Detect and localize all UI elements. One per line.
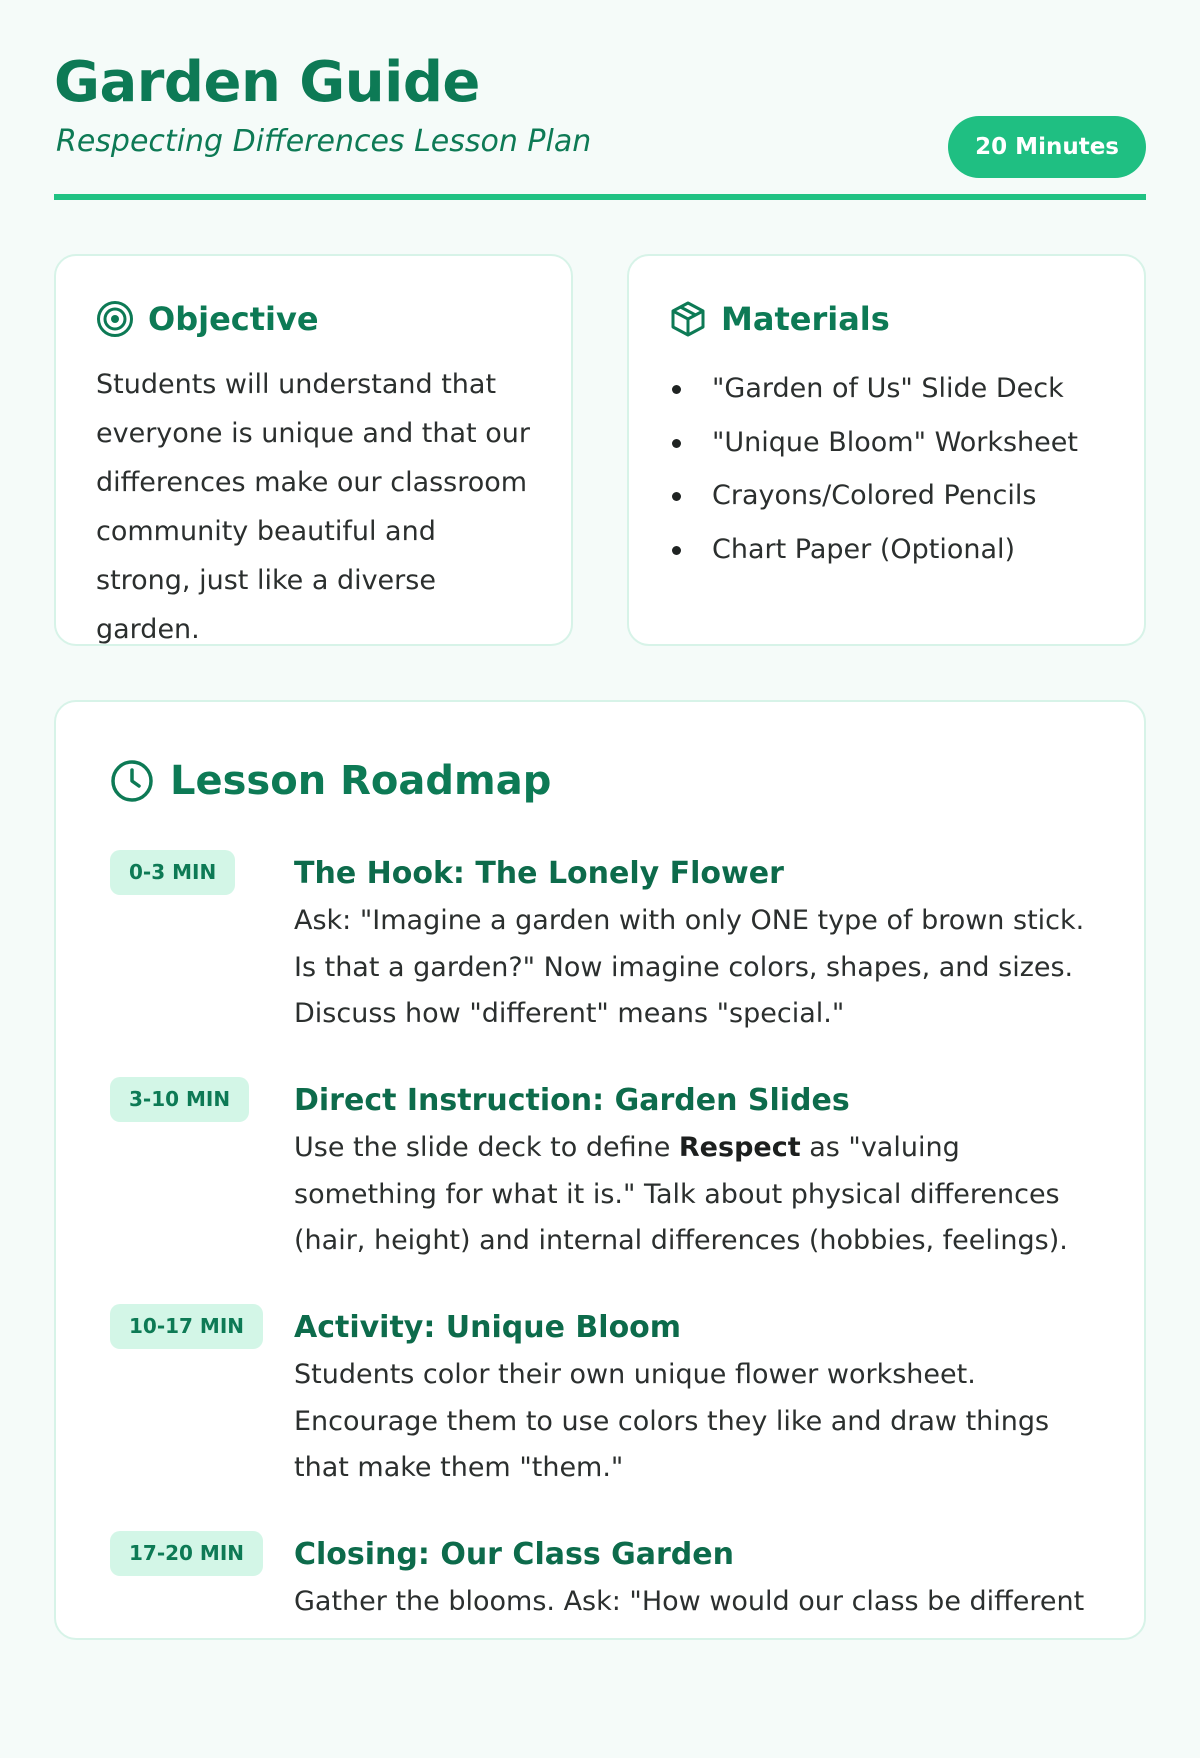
materials-item: Crayons/Colored Pencils <box>669 469 1078 523</box>
step-title: Direct Instruction: Garden Slides <box>294 1083 850 1118</box>
step-body <box>294 850 1094 1038</box>
page-title: Garden Guide <box>54 50 480 115</box>
clock-icon <box>110 759 154 803</box>
step-description <box>294 1125 1094 1265</box>
step-body <box>294 1077 1094 1265</box>
step-body <box>294 1531 1094 1626</box>
time-badge: 0-3 MIN <box>110 850 235 895</box>
roadmap-heading <box>110 758 551 804</box>
page-subtitle: Respecting Differences Lesson Plan <box>56 124 592 159</box>
step-description: Ask: "Imagine a garden with only ONE type of brown stick. Is that a garden?" Now imagine colors, shapes, and sizes. Discuss how "different" means "special." <box>294 905 1085 1029</box>
page-header <box>54 0 1146 200</box>
materials-item: Chart Paper (Optional) <box>669 523 1078 577</box>
step-text-emphasis: Respect <box>678 1132 801 1163</box>
roadmap-step <box>110 1077 1100 1304</box>
materials-heading-label: Materials <box>721 300 890 338</box>
step-text-segment: as "valuing something for what it is." Talk about physical differences (hair, height) and internal differences (hobbies, feelings). <box>294 1132 1068 1256</box>
materials-item: "Unique Bloom" Worksheet <box>669 416 1078 470</box>
objective-heading-label: Objective <box>148 300 319 338</box>
materials-card <box>627 254 1146 646</box>
materials-item: "Garden of Us" Slide Deck <box>669 362 1078 416</box>
step-title: Activity: Unique Bloom <box>294 1310 682 1345</box>
step-title: Closing: Our Class Garden <box>294 1537 734 1572</box>
roadmap-step <box>110 850 1100 1077</box>
step-title: The Hook: The Lonely Flower <box>294 856 784 891</box>
time-badge: 17-20 MIN <box>110 1531 263 1576</box>
roadmap-heading-label: Lesson Roadmap <box>170 758 552 804</box>
time-badge: 10-17 MIN <box>110 1304 263 1349</box>
step-body <box>294 1304 1094 1492</box>
roadmap-step <box>110 1531 1100 1758</box>
materials-list <box>669 362 1078 576</box>
duration-badge: 20 Minutes <box>948 116 1146 178</box>
roadmap-step <box>110 1304 1100 1531</box>
step-text-segment: Use the slide deck to define <box>294 1132 679 1163</box>
roadmap-steps <box>110 850 1100 1758</box>
time-badge: 3-10 MIN <box>110 1077 249 1122</box>
materials-heading <box>669 300 890 338</box>
objective-heading <box>96 300 319 338</box>
step-description: Gather the blooms. Ask: "How would our class be different <box>294 1586 1085 1617</box>
roadmap-card <box>54 700 1146 1640</box>
objective-text: Students will understand that everyone is unique and that our differences make our classroom community beautiful and strong, just like a diverse garden. <box>96 369 530 645</box>
target-icon <box>96 300 134 338</box>
step-description: Students color their own unique flower worksheet. Encourage them to use colors they like and draw things that make them "them." <box>294 1359 1050 1483</box>
box-icon <box>669 300 707 338</box>
objective-card <box>54 254 573 646</box>
